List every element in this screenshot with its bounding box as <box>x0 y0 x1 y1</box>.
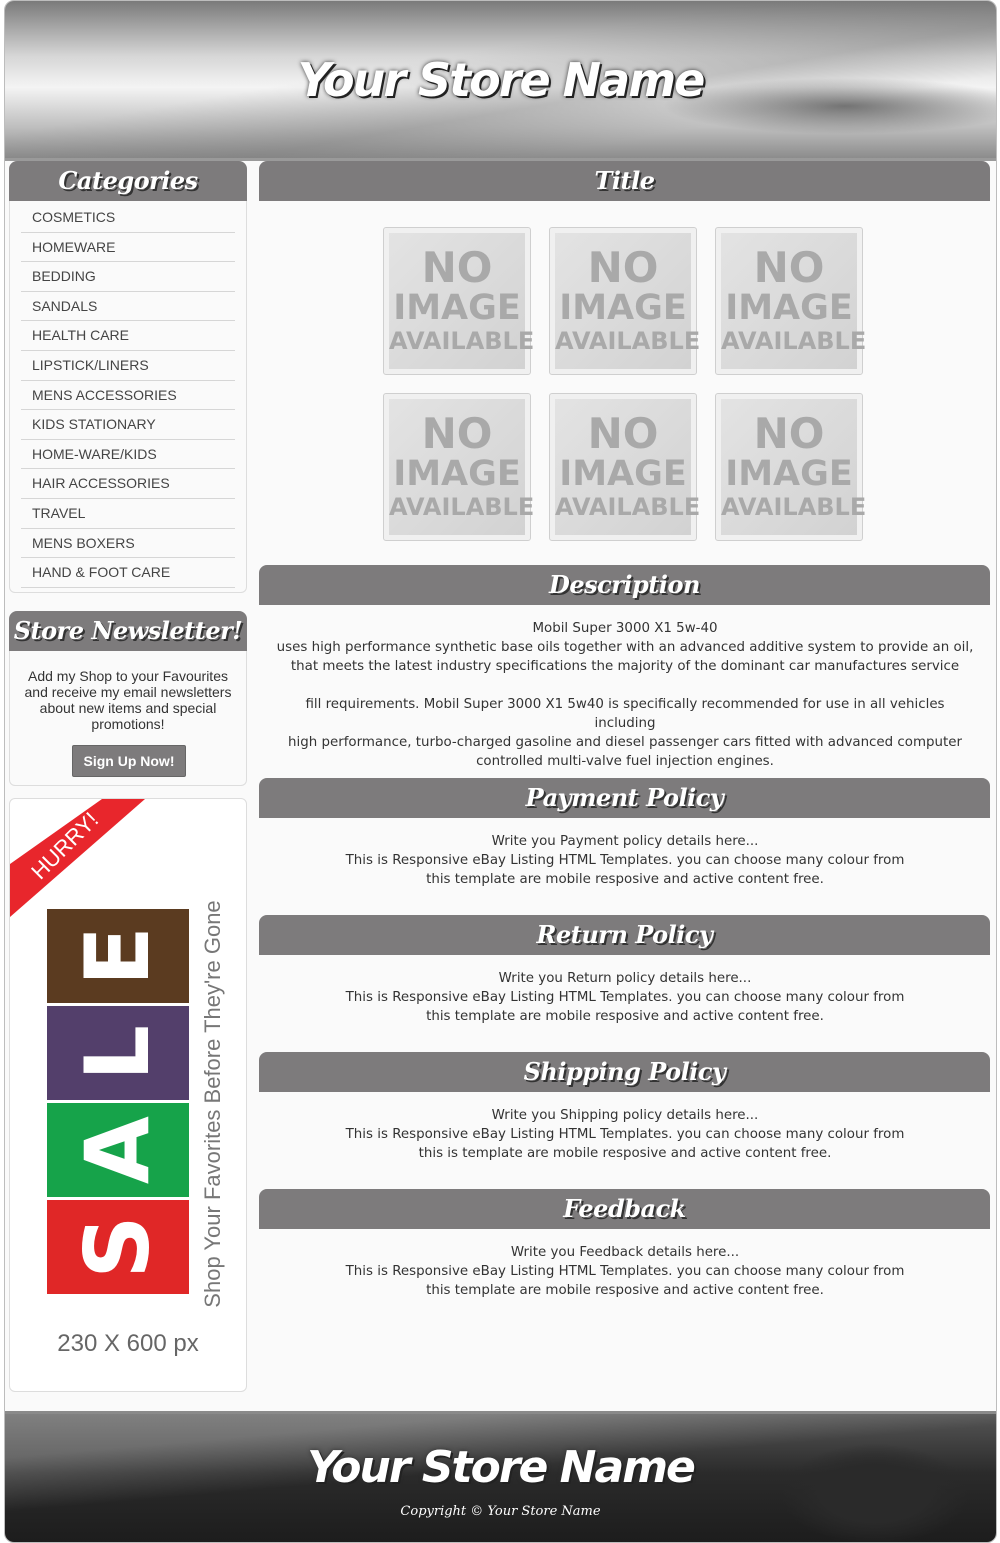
store-name-header: Your Store Name <box>297 53 704 107</box>
no-image-label: AVAILABLE <box>555 493 701 521</box>
category-item[interactable]: TRAVEL <box>21 499 235 529</box>
sale-letter: A <box>66 1115 169 1185</box>
description-heading: Description <box>259 565 990 605</box>
newsletter-text: Add my Shop to your Favourites and receive my email newsletters about new items and special promotions! <box>24 668 232 732</box>
shipping-text <box>275 1106 975 1163</box>
product-image-placeholder[interactable] <box>549 227 701 375</box>
category-item[interactable]: HAND & FOOT CARE <box>21 558 235 588</box>
no-image-graphic <box>555 233 701 369</box>
text-line: controlled multi-valve fuel injection engines. <box>476 754 774 769</box>
no-image-label: IMAGE <box>725 288 853 328</box>
feedback-heading: Feedback <box>259 1189 990 1229</box>
category-item[interactable]: HOME-WARE/KIDS <box>21 440 235 470</box>
no-image-label: NO <box>753 409 825 458</box>
feedback-text <box>275 1243 975 1300</box>
no-image-label: NO <box>753 243 825 292</box>
return-text <box>275 969 975 1026</box>
shipping-heading: Shipping Policy <box>259 1052 990 1092</box>
payment-heading: Payment Policy <box>259 778 990 818</box>
category-item[interactable]: LIPSTICK/LINERS <box>21 351 235 381</box>
text-line: This is Responsive eBay Listing HTML Templates. you can choose many colour from <box>345 990 905 1005</box>
no-image-label: NO <box>587 243 659 292</box>
no-image-label: IMAGE <box>559 454 687 494</box>
text-line: Mobil Super 3000 X1 5w-40 <box>532 621 718 636</box>
category-item[interactable]: HAIR ACCESSORIES <box>21 469 235 499</box>
store-name-footer: Your Store Name <box>307 1442 694 1493</box>
store-footer <box>5 1411 996 1543</box>
newsletter-heading: Store Newsletter! <box>9 611 247 651</box>
text-line: Write you Shipping policy details here... <box>491 1108 759 1123</box>
no-image-graphic <box>721 399 867 535</box>
no-image-label: AVAILABLE <box>555 327 701 355</box>
product-image-placeholder[interactable] <box>549 393 701 541</box>
no-image-label: AVAILABLE <box>389 493 535 521</box>
no-image-label: IMAGE <box>725 454 853 494</box>
copyright-text: Copyright © Your Store Name <box>400 1504 601 1519</box>
no-image-graphic <box>555 399 701 535</box>
text-line: This is Responsive eBay Listing HTML Templates. you can choose many colour from <box>345 853 905 868</box>
category-item[interactable]: COSMETICS <box>21 203 235 233</box>
categories-list <box>21 203 235 588</box>
page-frame <box>4 0 997 1543</box>
sale-letter: S <box>66 1215 169 1279</box>
product-image-placeholder[interactable] <box>715 227 867 375</box>
category-item[interactable]: KIDS STATIONARY <box>21 410 235 440</box>
product-image-placeholder[interactable] <box>383 393 535 541</box>
no-image-label: AVAILABLE <box>389 327 535 355</box>
sale-letter: L <box>66 1024 169 1082</box>
store-header <box>5 1 996 161</box>
text-line: uses high performance synthetic base oils together with an advanced additive system to provide an oil, <box>276 640 974 655</box>
sale-letters <box>47 909 189 1294</box>
category-item[interactable]: MENS BOXERS <box>21 529 235 559</box>
payment-text <box>275 832 975 889</box>
text-line: high performance, turbo-charged gasoline and diesel passenger cars fitted with advanced computer <box>288 735 962 750</box>
no-image-label: NO <box>421 243 493 292</box>
text-line: this template are mobile resposive and active content free. <box>426 872 824 887</box>
ad-size-label: 230 X 600 px <box>57 1330 199 1357</box>
no-image-label: IMAGE <box>393 454 521 494</box>
ad-tagline: Shop Your Favorites Before They're Gone <box>200 900 225 1308</box>
product-image-placeholder[interactable] <box>383 227 535 375</box>
category-item[interactable]: HOMEWARE <box>21 233 235 263</box>
category-item[interactable]: BEDDING <box>21 262 235 292</box>
no-image-label: AVAILABLE <box>721 327 867 355</box>
text-line: Write you Feedback details here... <box>510 1245 740 1260</box>
category-item[interactable]: HEALTH CARE <box>21 321 235 351</box>
no-image-label: NO <box>421 409 493 458</box>
text-line: this template are mobile resposive and active content free. <box>426 1283 824 1298</box>
no-image-label: IMAGE <box>559 288 687 328</box>
categories-heading: Categories <box>9 161 247 201</box>
text-line: that meets the latest industry specifications the majority of the dominant car manufactures service <box>290 659 960 674</box>
no-image-graphic <box>389 233 535 369</box>
no-image-label: IMAGE <box>393 288 521 328</box>
text-line: this is template are mobile resposive and active content free. <box>418 1146 832 1161</box>
no-image-label: NO <box>587 409 659 458</box>
text-line: Write you Return policy details here... <box>498 971 752 986</box>
no-image-graphic <box>721 233 867 369</box>
return-heading: Return Policy <box>259 915 990 955</box>
text-line: This is Responsive eBay Listing HTML Templates. you can choose many colour from <box>345 1264 905 1279</box>
sale-ad-banner[interactable] <box>9 798 247 1392</box>
sale-letter: E <box>66 925 169 987</box>
title-heading: Title <box>259 161 990 201</box>
category-item[interactable]: MENS ACCESSORIES <box>21 381 235 411</box>
no-image-label: AVAILABLE <box>721 493 867 521</box>
text-line <box>275 676 975 695</box>
sign-up-button[interactable]: Sign Up Now! <box>72 745 186 777</box>
text-line: this template are mobile resposive and active content free. <box>426 1009 824 1024</box>
description-text <box>275 619 975 771</box>
no-image-graphic <box>389 399 535 535</box>
text-line: This is Responsive eBay Listing HTML Templates. you can choose many colour from <box>345 1127 905 1142</box>
text-line: Write you Payment policy details here... <box>491 834 759 849</box>
category-item[interactable]: SANDALS <box>21 292 235 322</box>
text-line: fill requirements. Mobil Super 3000 X1 5w40 is specifically recommended for use in all vehicles including <box>305 697 945 731</box>
sale-ad-graphic <box>10 799 246 1391</box>
product-image-placeholder[interactable] <box>715 393 867 541</box>
hurry-text: HURRY! <box>26 807 104 885</box>
